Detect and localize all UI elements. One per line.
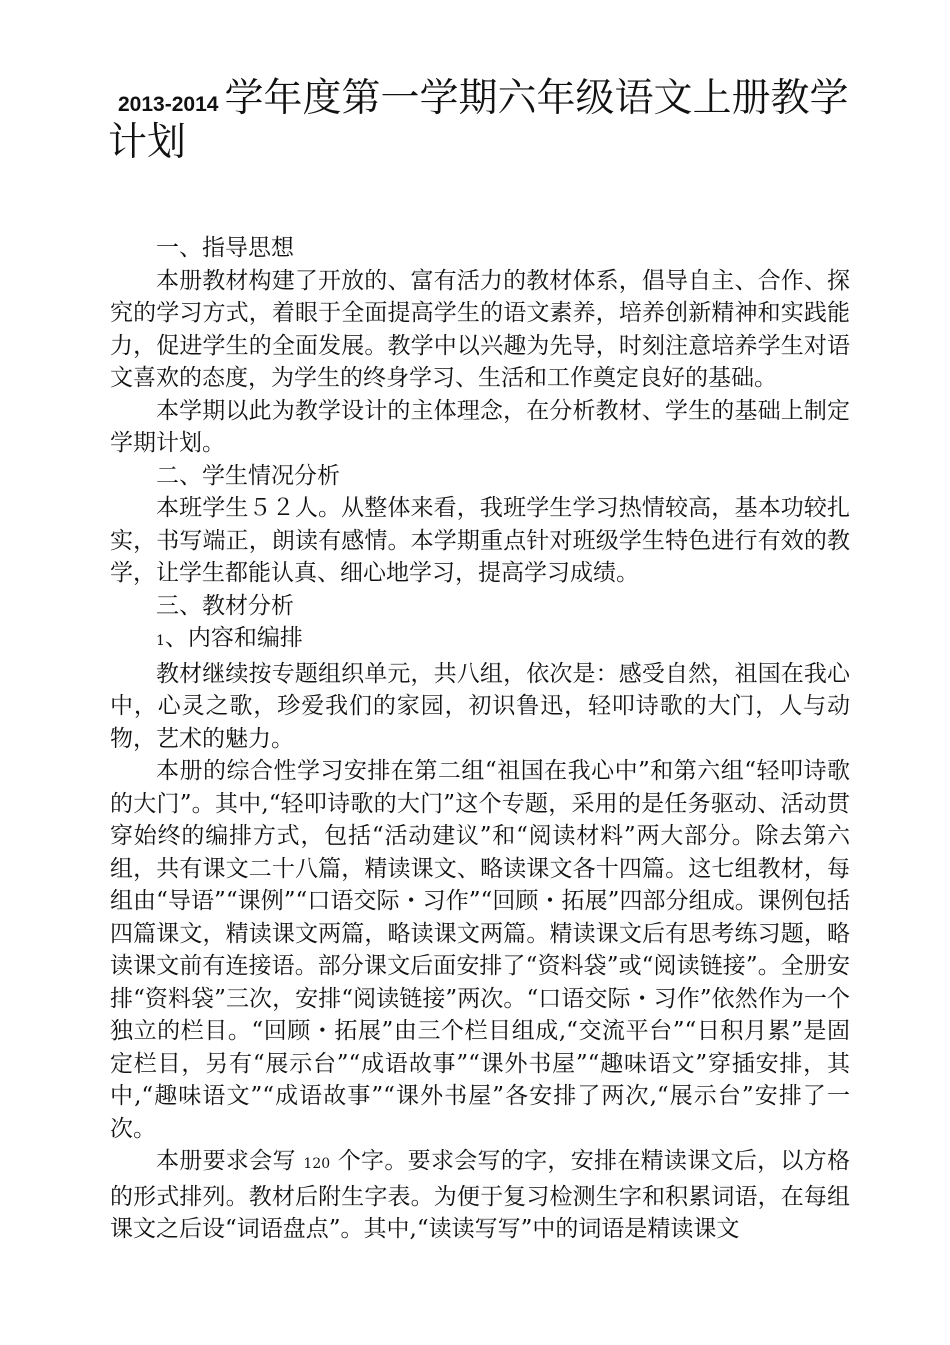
document-title <box>108 76 868 165</box>
paragraph-text: 本册要求会写 <box>156 1148 304 1174</box>
paragraph: 本班学生５２人。从整体来看，我班学生学习热情较高，基本功较扎实，书写端正，朗读有感情。本学期重点针对班级学生特色进行有效的教学，让学生都能认真、细心地学习，提高学习成绩。 <box>110 495 850 586</box>
subsection-heading-content <box>110 622 850 658</box>
subsection-number: 1 <box>156 633 165 649</box>
paragraph: 本册教材构建了开放的、富有活力的教材体系，倡导自主、合作、探究的学习方式，着眼于全面提高学生的语文素养，培养创新精神和实践能力，促进学生的全面发展。教学中以兴趣为先导，时刻注意培养学生对语文喜欢的态度，为学生的终身学习、生活和工作奠定良好的基础。 <box>110 267 850 391</box>
subsection-label: 、内容和编排 <box>164 625 303 651</box>
section-heading-textbook-analysis: 三、教材分析 <box>156 592 294 619</box>
title-text: 学年度第一学期六年级语文上册教学计划 <box>108 76 849 165</box>
character-count: 120 <box>303 1156 331 1172</box>
title-year: 2013-2014 <box>118 93 219 116</box>
paragraph-text: 个字。要求会写的字，安排在精读课文后，以方格的形式排列。教材后附生字表。为便于复习检测生字和积累词语，在每组课文之后设“词语盘点”。其中,“读读写写”中的词语是精读课文 <box>110 1148 851 1242</box>
section-heading-guiding-thought: 一、指导思想 <box>156 235 294 261</box>
paragraph <box>110 1145 850 1246</box>
paragraph: 本册的综合性学习安排在第二组“祖国在我心中”和第六组“轻叩诗歌的大门”。其中,“轻叩诗歌的大门”这个专题，采用的是任务驱动、活动贯穿始终的编排方式，包括“活动建议”和“阅读材料”两大部分。除去第六组，共有课文二十八篇，精读课文、略读课文各十四篇。这七组教材，每组由“导语”“课例”“口语交际・习作”“回顾・拓展”四部分组成。课例包括四篇课文，精读课文两篇，略读课文两篇。精读课文后有思考练习题，略读课文前有连接语。部分课文后面安排了“资料袋”或“阅读链接”。全册安排“资料袋”三次，安排“阅读链接”两次。“口语交际・习作”依然作为一个独立的栏目。“回顾・拓展”由三个栏目组成,“交流平台”“日积月累”是固定栏目，另有“展示台”“成语故事”“课外书屋”“趣味语文”穿插安排，其中,“趣味语文”“成语故事”“课外书屋”各安排了两次,“展示台”安排了一次。 <box>110 758 850 1142</box>
paragraph: 教材继续按专题组织单元，共八组，依次是：感受自然，祖国在我心中，心灵之歌，珍爱我们的家园，初识鲁迅，轻叩诗歌的大门，人与动物，艺术的魅力。 <box>110 660 850 752</box>
document-body <box>110 232 850 1246</box>
section-heading-student-analysis: 二、学生情况分析 <box>156 462 340 489</box>
paragraph: 本学期以此为教学设计的主体理念，在分析教材、学生的基础上制定学期计划。 <box>110 397 850 456</box>
